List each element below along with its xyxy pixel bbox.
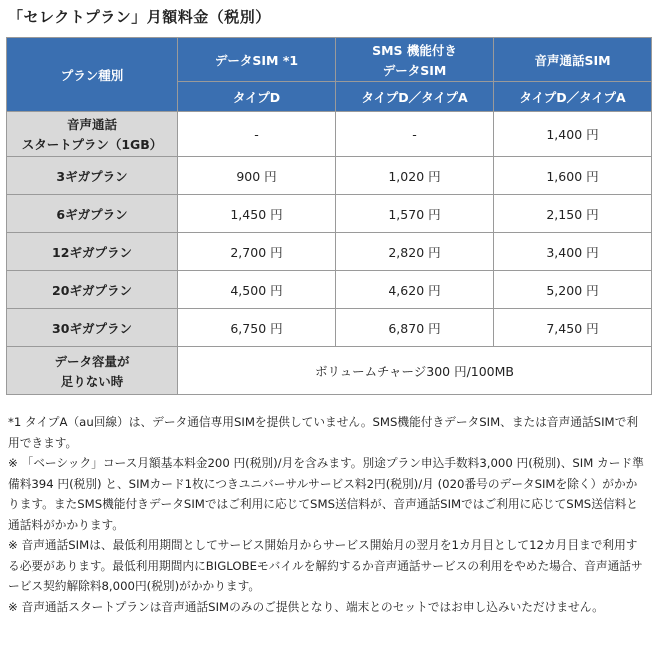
header-data-sim-type: タイプD xyxy=(178,82,336,112)
plan-name-line2: スタートプラン（1GB） xyxy=(21,137,163,152)
header-voice-sim: 音声通話SIM xyxy=(494,38,652,82)
plan-name-cell: 12ギガプラン xyxy=(7,233,178,271)
price-sms-sim: 2,820 円 xyxy=(336,233,494,271)
price-voice-sim: 2,150 円 xyxy=(494,195,652,233)
footnote: ※ 音声通話スタートプランは音声通話SIMのみのご提供となり、端末とのセットではお申し込みいただけません。 xyxy=(8,599,604,614)
plan-name-cell: 3ギガプラン xyxy=(7,157,178,195)
price-sms-sim: 1,570 円 xyxy=(336,195,494,233)
header-sms-sim-line2: データSIM xyxy=(382,62,447,78)
price-data-sim: 900 円 xyxy=(178,157,336,195)
header-sms-sim-type: タイプD／タイプA xyxy=(336,82,494,112)
table-row xyxy=(7,309,652,347)
footnotes xyxy=(8,412,648,617)
price-voice-sim: 3,400 円 xyxy=(494,233,652,271)
footnote: *1 タイプA（au回線）は、データ通信専用SIMを提供していません。SMS機能付きデータSIM、または音声通話SIMで利用できます。 xyxy=(8,415,639,450)
header-plan-type: プラン種別 xyxy=(7,38,178,112)
table-row xyxy=(7,195,652,233)
header-voice-sim-type: タイプD／タイプA xyxy=(494,82,652,112)
price-voice-sim: 1,600 円 xyxy=(494,157,652,195)
plan-name-line1: 音声通話 xyxy=(66,117,117,132)
price-voice-sim: 1,400 円 xyxy=(494,112,652,157)
price-voice-sim: 5,200 円 xyxy=(494,271,652,309)
header-data-sim: データSIM *1 xyxy=(178,38,336,82)
shortage-value: ボリュームチャージ300 円/100MB xyxy=(178,347,652,395)
shortage-row xyxy=(7,347,652,395)
table-row xyxy=(7,233,652,271)
header-row-titles xyxy=(7,38,652,82)
price-sms-sim: - xyxy=(336,112,494,157)
price-data-sim: 6,750 円 xyxy=(178,309,336,347)
price-sms-sim: 1,020 円 xyxy=(336,157,494,195)
table-row xyxy=(7,112,652,157)
shortage-label xyxy=(7,347,178,395)
plan-name-cell: 20ギガプラン xyxy=(7,271,178,309)
table-row xyxy=(7,157,652,195)
price-voice-sim: 7,450 円 xyxy=(494,309,652,347)
header-sms-sim xyxy=(336,38,494,82)
price-sms-sim: 6,870 円 xyxy=(336,309,494,347)
shortage-label-line1: データ容量が xyxy=(54,353,130,369)
price-data-sim: 4,500 円 xyxy=(178,271,336,309)
price-data-sim: 1,450 円 xyxy=(178,195,336,233)
plan-name-cell: 6ギガプラン xyxy=(7,195,178,233)
header-sms-sim-line1: SMS 機能付き xyxy=(372,42,457,58)
price-data-sim: 2,700 円 xyxy=(178,233,336,271)
table-row xyxy=(7,271,652,309)
shortage-label-line2: 足りない時 xyxy=(60,373,124,389)
footnote: ※ 音声通話SIMは、最低利用期間としてサービス開始月からサービス開始月の翌月を1カ月目として12カ月目まで利用する必要があります。最低利用期間内にBIGLOBEモバイルを解約するか音声通話サービスの利用をやめた場合、音声通話サービス契約解除料8,000円(税別)がかかります。 xyxy=(8,538,643,593)
page-title: 「セレクトプラン」月額料金（税別） xyxy=(8,8,271,26)
plan-name-cell xyxy=(7,112,178,157)
footnote: ※ 「ベーシック」コース月額基本料金200 円(税別)/月を含みます。別途プラン申込手数料3,000 円(税別)、SIM カード準備料394 円(税別) と、SIMカード1枚につきユニバーサルサービス料2円(税別)/月 (020番号のデータSIMを除く）がかかります。またSMS機能付きデータSIMではご利用に応じてSMS送信料が、音声通話SIMではご利用に応じてSMS送信料と通話料がかかります。 xyxy=(8,456,644,532)
price-table xyxy=(6,37,652,395)
plan-name-cell: 30ギガプラン xyxy=(7,309,178,347)
price-data-sim: - xyxy=(178,112,336,157)
price-sms-sim: 4,620 円 xyxy=(336,271,494,309)
